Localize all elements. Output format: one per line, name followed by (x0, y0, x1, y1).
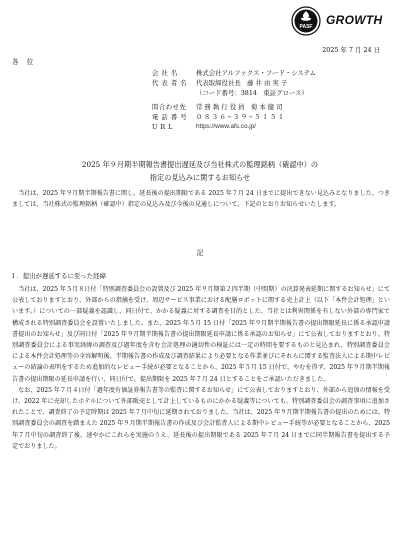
brand-wordmark: GROWTH (326, 13, 383, 27)
section-1-title: １．提出が遅延するに至った経緯 (10, 272, 106, 280)
ki-heading: 記 (196, 249, 204, 257)
title-line-2: 指定の見込みに関するお知らせ (149, 173, 251, 182)
contact-label: 問合わせ先 (152, 102, 187, 111)
title-line-1: 2025 年９月期半期報告書提出遅延及び当社株式の監理銘柄（確認中）の (81, 160, 319, 169)
company-name-row (152, 68, 392, 78)
section-1-paragraph-1: 当社は、2025 年５月８日付「特別調査委員会の設置及び 2025 年９月期第２四半期（中間期）の決算発表延期に関するお知らせ」にて公表しておりますとおり、外部からの指摘を受け、周辺サービス事業における配膳ロボットに関する売上計上（以下「本件会計処理」といいます。）についての一部疑義を認識し、同日付で、かかる疑義に対する調査を目的とした、当社とは利害関係を有しない外部の専門家で構成される特別調査委員会を設置いたしました。また、2025 年５月 15 日付「2025 年９月期半期報告書の提出期限延長に係る承認申請書提出のお知らせ」及び同日付「2025 年９月期半期報告書の提出期限延長申請に係る承認のお知らせ」にて公表しておりますとおり、特別調査委員会による事実経緯の調査及び過年度を含む会計処理の適切性の検証には一定の時間を要するものと見込まれ、特別調査委員会による本件会計処理等の全容解明後、半期報告書の作成及び調査結果により必要となる作業並びにそれらに関する監査法人による期中レビューの結論の表明をするため追加的なレビュー手続が必要となることから、2025 年５月 15 日付で、やむを得ず、2025 年９月期半期報告書の提出期限の延長申請を行い、同日付で、提出期限を 2025 年７月 24 日とすることをご承認いただきました。 (12, 286, 390, 383)
intro-paragraph (12, 188, 390, 210)
url-row (152, 122, 392, 132)
contact-row (152, 102, 392, 112)
stock-code-value: （コード番号：3814 東証グロース） (196, 89, 308, 98)
stock-code-label (152, 88, 196, 98)
contact-value: 常 務 執 行 役 員 菊 本 健 司 (196, 102, 283, 111)
document-date: 2025 年 7 月 24 日 (322, 46, 380, 54)
intro-text: 当社は、2025 年９月期半期報告書に関し、延長後の提出期限である 2025 年７月 24 日までに提出できない見込みとなりました。つきましては、当社株式の監理銘柄（確認中）指定の見込み及び今後の見通しについて、下記のとおりお知らせいたします。 (12, 190, 390, 209)
representative-value: 代表取締役社長 藤 井 由 実 子 (196, 79, 288, 88)
document-title (0, 158, 400, 184)
stock-code-row (152, 88, 392, 98)
pasf-crest-icon (291, 6, 321, 36)
company-name-label: 会 社 名 (152, 69, 178, 77)
representative-label: 代 表 者 名 (152, 79, 188, 88)
section-1-body (12, 284, 390, 452)
section-1-paragraph-2: なお、2025 年７月４日付「過年度有価証券報告書等の監査に関するお知らせ」にて公表しておりますとおり、外部から追加の情報を受け、2022 年に売却したホテルについて外部販売として計上しているものにかかる疑義等についても、特別調査委員会の調査事項に追加されたことで、調査終了の予定時期は 2025 年７月中旬に延期されておりました。当社は、2025 年９月期半期報告書の提出のためには、特別調査委員会の調査を踏まえた 2025 年９月期半期報告書の作成及び会計監査人による期中レビュー手続等が必要となることから、2025 年７月中旬の調査終了後、速やかにこれらを実施のうえ、延長後の提出期限である 2025 年７月 24 日までに同半期報告書を提出する予定でおりました。 (12, 386, 390, 450)
phone-label: 電 話 番 号 (152, 112, 188, 121)
company-info-block (152, 68, 392, 132)
company-name-value: 株式会社アルファクス・フード・システム (196, 69, 317, 77)
addressee: 各 位 (12, 58, 37, 66)
representative-row (152, 78, 392, 88)
phone-value: ０８３６−３９−５１５１ (196, 112, 286, 121)
logo-mark-text: PASF (299, 24, 313, 30)
phone-row (152, 112, 392, 122)
company-url-link[interactable]: https://www.afs.co.jp/ (196, 123, 257, 131)
url-label: U R L (152, 123, 174, 132)
